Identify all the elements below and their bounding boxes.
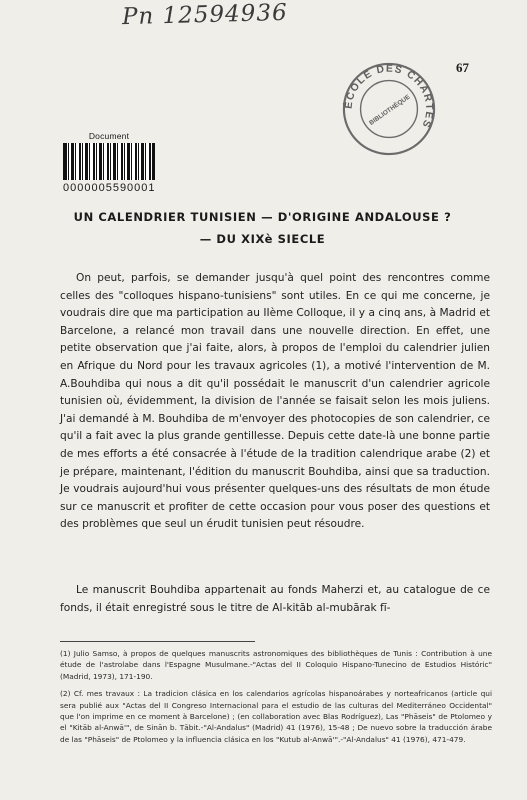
paragraph-2: Le manuscrit Bouhdiba appartenait au fonds Maherzi et, au catalogue de ce fonds, il était enregistré sous le titre de Al-kitāb al-mubārak fī- — [60, 584, 490, 614]
svg-text:ÉCOLE DES CHARTES — [342, 64, 435, 130]
footnotes — [60, 641, 492, 751]
stamp-outer-text: ÉCOLE DES CHARTES — [343, 63, 435, 130]
barcode — [63, 143, 155, 180]
page-number: 67 — [456, 60, 469, 75]
barcode-sticker — [63, 131, 155, 194]
footnote-rule — [60, 641, 255, 642]
article-title — [40, 206, 485, 250]
footnote-1: (1) Julio Samso, à propos de quelques manuscrits astronomiques des bibliothèques de Tunis : Contribution à une étude de l'astrolabe dans l'Espagne Musulmane.-"Actas del II Coloquio Hispano-Tunecino de Estudios Históric" (Madrid, 1973), 171-190. — [60, 649, 492, 681]
handwritten-shelfmark: Pn 12594936 — [121, 0, 288, 31]
library-stamp — [340, 60, 438, 158]
paragraph-1: On peut, parfois, se demander jusqu'à quel point des rencontres comme celles des "colloques hispano-tunisiens" sont utiles. En ce qui me concerne, je voudrais dire que ma participation au IIème Colloque, il y a cinq ans, à Madrid et Barcelone, a relancé mon travail dans une nouvelle direction. En effet, une petite observation que j'ai faite, alors, à propos de l'emploi du calendrier julien en Afrique du Nord pour les travaux agricoles (1), a motivé l'intervention de M. A.Bouhdiba qui nous a dit qu'il possédait le manuscrit d'un calendrier agricole tunisien où, évidemment, la division de l'année se faisait selon les mois juliens. J'ai demandé à M. Bouhdiba de m'envoyer des photocopies de son calendrier, ce qu'il a fait avec la plus grande gentillesse. Depuis cette date-là une bonne partie de mes efforts a été consacrée à l'étude de la tradition calendrique arabe (2) et je prépare, maintenant, l'édition du manuscrit Bouhdiba, ainsi que sa traduction. Je voudrais aujourd'hui vous présenter quelques-uns des résultats de mon étude sur ce manuscrit et profiter de cette occasion pour vous poser des questions et des problèmes que seul un érudit tunisien peut résoudre. — [60, 272, 490, 531]
stamp-inner-text: BIBLIOTHÈQUE — [368, 93, 412, 127]
barcode-label: Document — [88, 131, 130, 141]
barcode-number: 0000005590001 — [63, 182, 156, 194]
title-line-1: UN CALENDRIER TUNISIEN — D'ORIGINE ANDALOUSE ? — [73, 210, 452, 224]
footnote-2: (2) Cf. mes travaux : La tradicion clásica en los calendarios agrícolas hispanoárabes y norteafricanos (article qui sera publié aux "Actas del II Congreso Internacional para el estudio de las culturas del Mediterráneo Occidental" que l'on imprime en ce moment à Barcelone) ; (en collaboration avec Blas Rodríguez), Las "Phāseis" de Ptolomeo y el "Kitāb al-Anwā'", de Sinān b. Tābit.-"Al-Andalus" (Madrid) 41 (1976), 15-48 ; De nuevo sobre la traducción árabe de las "Phāseis" de Ptolomeo y la influencia clásica en los "Kutub al-Anwā'".-"Al-Andalus" 41 (1976), 471-479. — [60, 689, 492, 744]
title-line-2: — DU XIXè SIECLE — [199, 232, 326, 246]
